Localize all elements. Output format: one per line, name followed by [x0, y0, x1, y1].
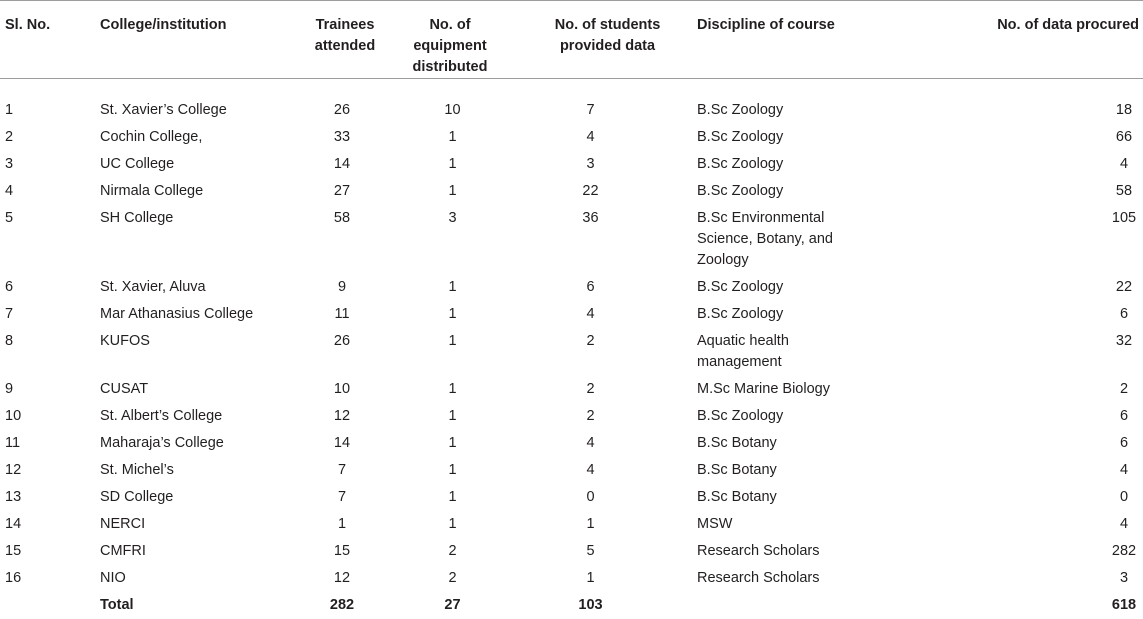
cell-students	[520, 124, 695, 151]
cell-discipline	[695, 301, 905, 328]
cell-data-procured-value: 22	[1109, 277, 1139, 298]
cell-students-value: 2	[561, 379, 621, 400]
cell-discipline-value: B.Sc Botany	[697, 433, 872, 454]
cell-equipment	[380, 403, 520, 430]
table-row	[0, 538, 1143, 565]
cell-equipment-value: 1	[423, 406, 483, 427]
cell-equipment	[380, 151, 520, 178]
cell-data-procured-value: 4	[1109, 154, 1139, 175]
header-sl-no: Sl. No.	[0, 1, 100, 79]
cell-equipment	[380, 328, 520, 376]
cell-discipline	[695, 538, 905, 565]
cell-data-procured-value: 18	[1109, 100, 1139, 121]
cell-data-procured	[905, 484, 1143, 511]
header-equipment	[380, 1, 520, 79]
cell-students-value: 4	[561, 460, 621, 481]
total-row	[0, 592, 1143, 619]
cell-students-value: 4	[561, 304, 621, 325]
cell-discipline-value: Research Scholars	[697, 568, 872, 589]
cell-trainees-value: 10	[327, 379, 357, 400]
table-row	[0, 274, 1143, 301]
cell-discipline-value: MSW	[697, 514, 872, 535]
cell-sl-no: 3	[0, 151, 100, 178]
cell-data-procured	[905, 565, 1143, 592]
cell-trainees-value: 11	[327, 304, 357, 325]
cell-data-procured-value: 6	[1109, 406, 1139, 427]
cell-discipline	[695, 79, 905, 125]
cell-discipline-value: B.Sc Zoology	[697, 127, 872, 148]
cell-college: Cochin College,	[100, 124, 280, 151]
cell-data-procured-value: 2	[1109, 379, 1139, 400]
cell-trainees	[280, 274, 380, 301]
cell-sl-no: 5	[0, 205, 100, 274]
cell-data-procured	[905, 430, 1143, 457]
cell-students	[520, 376, 695, 403]
table-row	[0, 124, 1143, 151]
cell-equipment-value: 2	[423, 568, 483, 589]
cell-students	[520, 178, 695, 205]
cell-equipment-value: 1	[423, 304, 483, 325]
cell-college: St. Xavier’s College	[100, 79, 280, 125]
header-discipline: Discipline of course	[695, 1, 905, 79]
table-body	[0, 79, 1143, 619]
cell-discipline	[695, 274, 905, 301]
cell-trainees-value: 14	[327, 154, 357, 175]
cell-equipment-value: 1	[423, 154, 483, 175]
table-row	[0, 457, 1143, 484]
header-trainees	[280, 1, 380, 79]
cell-students	[520, 457, 695, 484]
cell-discipline	[695, 457, 905, 484]
cell-data-procured-value: 4	[1109, 460, 1139, 481]
cell-students	[520, 274, 695, 301]
cell-students	[520, 403, 695, 430]
cell-discipline-value: B.Sc Botany	[697, 487, 872, 508]
cell-equipment-value: 1	[423, 181, 483, 202]
header-data-procured: No. of data procured	[905, 1, 1143, 79]
table-row	[0, 178, 1143, 205]
cell-discipline-value: B.Sc Botany	[697, 460, 872, 481]
cell-sl-no: 6	[0, 274, 100, 301]
cell-discipline	[695, 511, 905, 538]
cell-discipline	[695, 376, 905, 403]
cell-sl-no: 8	[0, 328, 100, 376]
cell-discipline	[695, 124, 905, 151]
cell-trainees-value: 26	[327, 100, 357, 121]
cell-data-procured	[905, 511, 1143, 538]
cell-trainees-value: 33	[327, 127, 357, 148]
table-row	[0, 565, 1143, 592]
cell-sl-no: 15	[0, 538, 100, 565]
cell-equipment	[380, 430, 520, 457]
cell-equipment	[380, 79, 520, 125]
cell-students-value: 1	[561, 514, 621, 535]
cell-discipline-value: B.Sc Zoology	[697, 304, 872, 325]
cell-equipment-value: 1	[423, 379, 483, 400]
cell-data-procured	[905, 124, 1143, 151]
total-equipment	[380, 592, 520, 619]
cell-data-procured	[905, 457, 1143, 484]
cell-trainees	[280, 376, 380, 403]
table-row	[0, 430, 1143, 457]
cell-discipline-value: B.Sc Zoology	[697, 154, 872, 175]
cell-data-procured-value: 4	[1109, 514, 1139, 535]
cell-discipline	[695, 403, 905, 430]
cell-sl-no: 2	[0, 124, 100, 151]
cell-sl-no: 4	[0, 178, 100, 205]
cell-students	[520, 484, 695, 511]
cell-college: St. Michel’s	[100, 457, 280, 484]
cell-discipline	[695, 178, 905, 205]
cell-trainees-value: 9	[327, 277, 357, 298]
cell-sl-no: 12	[0, 457, 100, 484]
cell-data-procured-value: 3	[1109, 568, 1139, 589]
cell-sl-no: 14	[0, 511, 100, 538]
table-row	[0, 511, 1143, 538]
cell-trainees	[280, 124, 380, 151]
cell-college: Nirmala College	[100, 178, 280, 205]
header-row	[0, 1, 1143, 79]
cell-equipment-value: 1	[423, 277, 483, 298]
total-empty-sl	[0, 592, 100, 619]
cell-students-value: 1	[561, 568, 621, 589]
table-row	[0, 301, 1143, 328]
table-row	[0, 376, 1143, 403]
cell-college: KUFOS	[100, 328, 280, 376]
cell-data-procured	[905, 178, 1143, 205]
cell-equipment-value: 1	[423, 127, 483, 148]
cell-students-value: 22	[561, 181, 621, 202]
cell-sl-no: 13	[0, 484, 100, 511]
cell-college: CUSAT	[100, 376, 280, 403]
cell-data-procured	[905, 274, 1143, 301]
cell-trainees	[280, 178, 380, 205]
header-students	[520, 1, 695, 79]
header-students-label: No. of students provided data	[538, 15, 678, 57]
cell-trainees-value: 27	[327, 181, 357, 202]
cell-students-value: 6	[561, 277, 621, 298]
cell-students-value: 2	[561, 331, 621, 352]
cell-students	[520, 538, 695, 565]
cell-data-procured	[905, 328, 1143, 376]
table-header	[0, 1, 1143, 79]
cell-discipline	[695, 565, 905, 592]
cell-college: St. Albert’s College	[100, 403, 280, 430]
cell-equipment-value: 1	[423, 433, 483, 454]
cell-trainees	[280, 205, 380, 274]
cell-equipment-value: 1	[423, 331, 483, 352]
cell-data-procured-value: 0	[1109, 487, 1139, 508]
cell-trainees	[280, 565, 380, 592]
cell-discipline-value: B.Sc Zoology	[697, 277, 872, 298]
header-equipment-label: No. of equipment distributed	[400, 15, 500, 78]
cell-trainees	[280, 511, 380, 538]
cell-trainees	[280, 484, 380, 511]
cell-sl-no: 11	[0, 430, 100, 457]
cell-equipment-value: 1	[423, 460, 483, 481]
cell-trainees-value: 26	[327, 331, 357, 352]
cell-equipment	[380, 205, 520, 274]
cell-equipment-value: 1	[423, 487, 483, 508]
cell-equipment-value: 3	[423, 208, 483, 229]
cell-students-value: 4	[561, 127, 621, 148]
cell-equipment	[380, 124, 520, 151]
table-row	[0, 79, 1143, 125]
table-row	[0, 328, 1143, 376]
cell-equipment	[380, 274, 520, 301]
cell-data-procured-value: 6	[1109, 304, 1139, 325]
cell-trainees-value: 58	[327, 208, 357, 229]
cell-equipment	[380, 538, 520, 565]
cell-equipment-value: 10	[423, 100, 483, 121]
cell-equipment	[380, 565, 520, 592]
cell-data-procured-value: 32	[1109, 331, 1139, 352]
cell-sl-no: 9	[0, 376, 100, 403]
cell-discipline-value: B.Sc Zoology	[697, 100, 872, 121]
cell-data-procured-value: 105	[1109, 208, 1139, 229]
total-students-value: 103	[561, 595, 621, 616]
cell-sl-no: 1	[0, 79, 100, 125]
header-college: College/institution	[100, 1, 280, 79]
cell-college: Maharaja’s College	[100, 430, 280, 457]
cell-college: CMFRI	[100, 538, 280, 565]
cell-trainees-value: 1	[327, 514, 357, 535]
table-row	[0, 403, 1143, 430]
cell-students-value: 3	[561, 154, 621, 175]
cell-data-procured	[905, 151, 1143, 178]
cell-trainees-value: 7	[327, 487, 357, 508]
cell-discipline	[695, 484, 905, 511]
cell-equipment	[380, 484, 520, 511]
cell-trainees	[280, 403, 380, 430]
cell-trainees	[280, 328, 380, 376]
cell-trainees	[280, 79, 380, 125]
table-row	[0, 205, 1143, 274]
cell-data-procured-value: 66	[1109, 127, 1139, 148]
cell-data-procured	[905, 301, 1143, 328]
cell-trainees-value: 12	[327, 406, 357, 427]
cell-equipment-value: 1	[423, 514, 483, 535]
cell-discipline-value: B.Sc Environmental Science, Botany, and Zoology	[697, 208, 872, 271]
total-label: Total	[100, 592, 280, 619]
cell-sl-no: 16	[0, 565, 100, 592]
cell-students	[520, 151, 695, 178]
cell-discipline-value: B.Sc Zoology	[697, 406, 872, 427]
cell-discipline-value: B.Sc Zoology	[697, 181, 872, 202]
cell-discipline-value: Research Scholars	[697, 541, 872, 562]
cell-data-procured	[905, 79, 1143, 125]
cell-equipment	[380, 511, 520, 538]
cell-college: NERCI	[100, 511, 280, 538]
cell-trainees	[280, 151, 380, 178]
cell-college: NIO	[100, 565, 280, 592]
header-trainees-label: Trainees attended	[300, 15, 390, 57]
cell-data-procured	[905, 376, 1143, 403]
cell-discipline	[695, 430, 905, 457]
cell-college: St. Xavier, Aluva	[100, 274, 280, 301]
cell-data-procured-value: 6	[1109, 433, 1139, 454]
table-row	[0, 151, 1143, 178]
cell-trainees-value: 7	[327, 460, 357, 481]
total-data-procured-value: 618	[1109, 595, 1139, 616]
cell-students-value: 36	[561, 208, 621, 229]
cell-discipline-value: M.Sc Marine Biology	[697, 379, 872, 400]
cell-students-value: 5	[561, 541, 621, 562]
cell-equipment	[380, 178, 520, 205]
cell-students-value: 7	[561, 100, 621, 121]
cell-sl-no: 7	[0, 301, 100, 328]
table-row	[0, 484, 1143, 511]
total-trainees-value: 282	[327, 595, 357, 616]
cell-equipment-value: 2	[423, 541, 483, 562]
cell-trainees	[280, 301, 380, 328]
cell-trainees	[280, 430, 380, 457]
cell-equipment	[380, 376, 520, 403]
cell-data-procured	[905, 205, 1143, 274]
cell-discipline	[695, 328, 905, 376]
cell-trainees	[280, 457, 380, 484]
cell-discipline	[695, 205, 905, 274]
cell-students-value: 4	[561, 433, 621, 454]
cell-students-value: 0	[561, 487, 621, 508]
cell-discipline-value: Aquatic health management	[697, 331, 872, 373]
cell-equipment	[380, 457, 520, 484]
cell-trainees-value: 12	[327, 568, 357, 589]
cell-trainees	[280, 538, 380, 565]
cell-students	[520, 565, 695, 592]
cell-data-procured-value: 282	[1109, 541, 1139, 562]
cell-trainees-value: 14	[327, 433, 357, 454]
cell-data-procured	[905, 538, 1143, 565]
total-equipment-value: 27	[423, 595, 483, 616]
cell-college: Mar Athanasius College	[100, 301, 280, 328]
cell-students-value: 2	[561, 406, 621, 427]
total-trainees	[280, 592, 380, 619]
cell-college: UC College	[100, 151, 280, 178]
cell-college: SD College	[100, 484, 280, 511]
cell-discipline	[695, 151, 905, 178]
cell-students	[520, 205, 695, 274]
cell-data-procured	[905, 403, 1143, 430]
cell-students	[520, 430, 695, 457]
cell-students	[520, 328, 695, 376]
cell-college: SH College	[100, 205, 280, 274]
cell-equipment	[380, 301, 520, 328]
total-empty-discipline	[695, 592, 905, 619]
cell-sl-no: 10	[0, 403, 100, 430]
cell-students	[520, 301, 695, 328]
total-students	[520, 592, 695, 619]
cell-students	[520, 79, 695, 125]
cell-data-procured-value: 58	[1109, 181, 1139, 202]
total-data-procured	[905, 592, 1143, 619]
cell-trainees-value: 15	[327, 541, 357, 562]
cell-students	[520, 511, 695, 538]
